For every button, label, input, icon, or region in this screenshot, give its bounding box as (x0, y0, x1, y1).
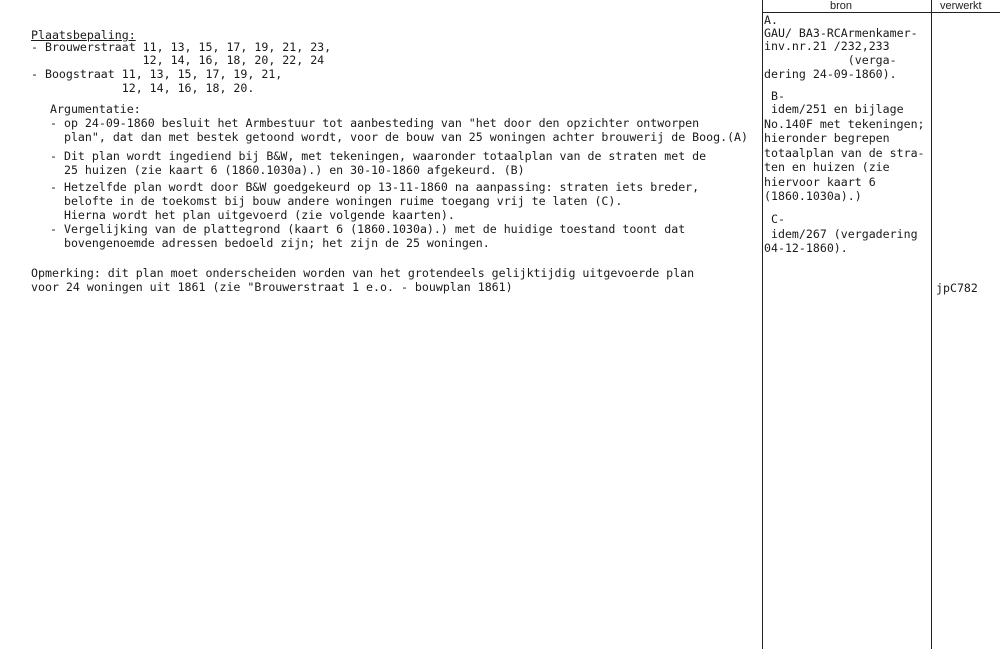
argument-line: - op 24-09-1860 besluit het Armbestuur tot aanbesteding van "het door den opzichter ontworpen (50, 116, 700, 130)
argument-line: belofte in de toekomst bij bouw andere woningen ruime toegang vrij te laten (C). (50, 194, 623, 208)
bron-line: GAU/ BA3-RCArmenkamer- (764, 26, 918, 40)
bron-line: 04-12-1860). (764, 241, 848, 255)
bron-line: (verga- (764, 53, 897, 67)
bron-line: B- (764, 89, 785, 103)
column-divider-verwerkt (931, 0, 932, 649)
bron-line: hiervoor kaart 6 (764, 175, 876, 189)
bron-line: totaalplan van de stra- (764, 146, 925, 160)
argument-line: - Dit plan wordt ingediend bij B&W, met tekeningen, waaronder totaalplan van de straten met de (50, 149, 707, 163)
argument-line: - Vergelijking van de plattegrond (kaart 6 (1860.1030a).) met de huidige toestand toont dat (50, 222, 686, 236)
bron-line: A. (764, 13, 778, 27)
address-line: 12, 14, 16, 18, 20, 22, 24 (31, 53, 325, 67)
opmerking-line: Opmerking: dit plan moet onderscheiden worden van het grotendeels gelijktijdig uitgevoerde plan (31, 266, 695, 280)
argument-line: Hierna wordt het plan uitgevoerd (zie volgende kaarten). (50, 208, 455, 222)
bron-line: inv.nr.21 /232,233 (764, 39, 890, 53)
verwerkt-header: verwerkt (940, 0, 982, 12)
bron-header: bron (830, 0, 853, 12)
plaatsbepaling-heading: Plaatsbepaling: (31, 28, 136, 42)
address-line: - Boogstraat 11, 13, 15, 17, 19, 21, (31, 67, 283, 81)
bron-line: No.140F met tekeningen; (764, 117, 925, 131)
argument-line: - Hetzelfde plan wordt door B&W goedgekeurd op 13-11-1860 na aanpassing: straten iets breder, (50, 180, 700, 194)
header-rule-verwerkt (931, 12, 1000, 13)
bron-line: dering 24-09-1860). (764, 67, 897, 81)
argument-line: 25 huizen (zie kaart 6 (1860.1030a).) en 30-10-1860 afgekeurd. (B) (50, 163, 525, 177)
column-divider-bron (762, 0, 763, 649)
bron-line: C- (764, 212, 785, 226)
argument-line: bovengenoemde adressen bedoeld zijn; het zijn de 25 woningen. (50, 236, 490, 250)
bron-line: (1860.1030a).) (764, 189, 862, 203)
header-rule-bron (762, 12, 931, 13)
bron-line: hieronder begrepen (764, 131, 890, 145)
opmerking-line: voor 24 woningen uit 1861 (zie "Brouwerstraat 1 e.o. - bouwplan 1861) (31, 280, 513, 294)
bron-line: idem/267 (vergadering (764, 227, 918, 241)
bron-line: ten en huizen (zie (764, 160, 890, 174)
address-line: 12, 14, 16, 18, 20. (31, 81, 255, 95)
verwerkt-code: jpC782 (936, 281, 978, 295)
argument-line: plan", dat dan met bestek getoond wordt, voor de bouw van 25 woningen achter brouwerij de Boog.(A) (50, 130, 749, 144)
bron-line: idem/251 en bijlage (764, 102, 904, 116)
argumentatie-heading: Argumentatie: (50, 102, 141, 116)
address-line: - Brouwerstraat 11, 13, 15, 17, 19, 21, 23, (31, 40, 332, 54)
